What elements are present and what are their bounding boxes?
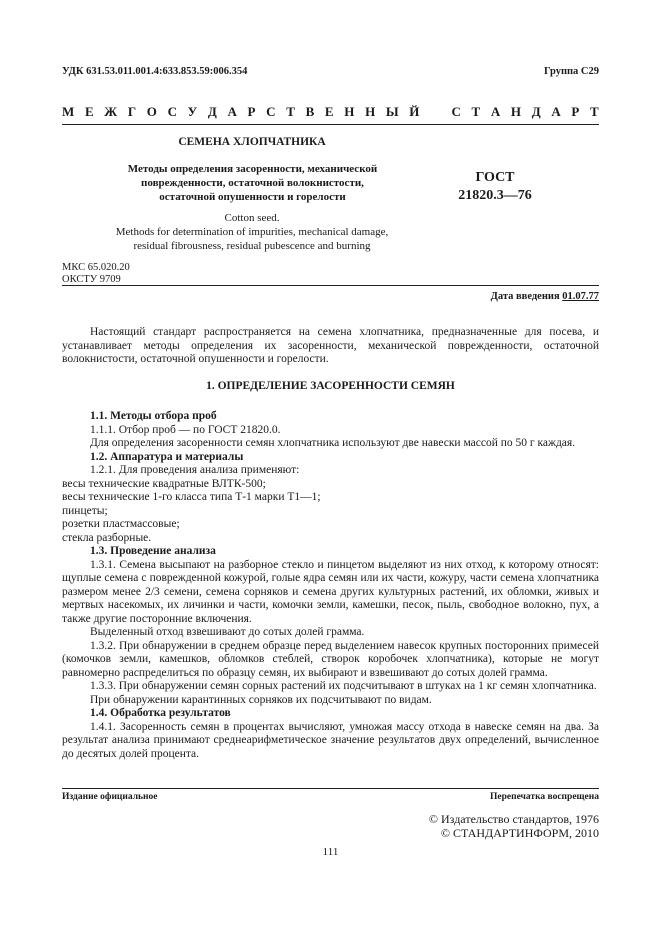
paragraph: 1.3.3. При обнаружении семян сорных растений их подсчитывают в штуках на 1 кг семян хлопчатника. [90, 680, 597, 692]
banner-rule [62, 124, 599, 125]
section-1-body [62, 410, 599, 761]
paragraph: При обнаружении карантинных сорняков их подсчитывают по видам. [90, 693, 432, 706]
banner-letter: Д [531, 104, 541, 119]
banner-letter: Д [207, 104, 217, 119]
banner-letter: Й [409, 104, 420, 119]
banner-letter: М [62, 104, 75, 119]
subsection-heading: 1.1. Методы отбора проб [90, 410, 217, 422]
banner-letter: В [305, 104, 315, 119]
introduction-date [491, 291, 599, 302]
banner-letter: Н [344, 104, 355, 119]
banner-letter: С [451, 104, 461, 119]
paragraph: Выделенный отход взвешивают до сотых долей грамма. [90, 626, 365, 638]
banner-letter: Т [590, 104, 599, 119]
paragraph: 1.3.1. Семена высыпают на разборное стекло и пинцетом выделяют из них отход, к которому относят: щуплые семена с поврежденной кожурой, голые ядра семян или их части, кожуру, части семена хлопчатника размером менее 2/3 семени, семена сорняков и семена других культурных растений, их обломки, живых и мертвых насекомых, их личинки и части, комочки земли, камешки, песок, пыль, свободное волокно, пух, а также другие посторонние включения. [62, 558, 599, 625]
banner-letter: О [146, 104, 157, 119]
banner-letter: А [490, 104, 501, 119]
classification-codes [62, 262, 130, 286]
paragraph: 1.4.1. Засоренность семян в процентах вычисляют, умножая массу отхода в навеске семян на два. За результат анализа принимают среднеарифметическое значение результатов двух определений, вычисленное до десятых долей процента. [62, 720, 599, 760]
section-1-title: 1. ОПРЕДЕЛЕНИЕ ЗАСОРЕННОСТИ СЕМЯН [206, 380, 455, 392]
paragraph: 1.3.2. При обнаружении в среднем образце перед выделением навесок крупных посторонних примесей (комочков земли, камешков, обломков стеблей, створок коробочек хлопчатника), которые не могут равномерно распределиться по образцу семян, их выбирают и взвешивают до сотых долей грамма. [62, 639, 599, 679]
paragraph: Для определения засоренности семян хлопчатника используют две навески массой по 50 г каждая. [90, 437, 576, 449]
page-number: 111 [322, 846, 339, 858]
banner-letter: Е [324, 104, 334, 119]
footer-rule [62, 788, 599, 789]
equipment-item: пинцеты; [62, 504, 108, 517]
subtitle-line: Методы определения засоренности, механической [127, 163, 378, 175]
banner-letter: Е [84, 104, 94, 119]
banner-letter: Н [510, 104, 522, 119]
copyright-block [429, 812, 599, 840]
banner-letter: Р [247, 104, 256, 119]
banner-letter: С [167, 104, 177, 119]
reprint-prohibited-note: Перепечатка воспрещена [489, 792, 599, 802]
gost-code: 21820.3—76 [458, 188, 532, 203]
banner-letter: У [187, 104, 198, 119]
interstate-standard-banner [62, 104, 599, 120]
equipment-item: весы технические квадратные ВЛТК-500; [62, 477, 266, 490]
intro-text: Настоящий стандарт распространяется на семена хлопчатника, предназначенные для посева, и устанавливает методы определения их засоренности, механической поврежденности, остаточной волокнистости, остаточной опушенности и горелости. [62, 326, 599, 365]
copyright-line: © СТАНДАРТИНФОРМ, 2010 [440, 826, 599, 840]
banner-letter: Н [365, 104, 376, 119]
equipment-item: розетки пластмассовые; [62, 518, 180, 530]
intro-date-value: 01.07.77 [562, 291, 599, 302]
intro-date-label: Дата введения [490, 291, 560, 302]
subsection-heading: 1.4. Обработка результатов [90, 707, 231, 719]
banner-letter: Т [286, 104, 295, 119]
banner-letter: Ж [104, 104, 118, 119]
group-code: Группа С29 [543, 66, 599, 77]
english-title [62, 211, 442, 253]
subsection-heading: 1.2. Аппаратура и материалы [90, 450, 244, 463]
equipment-item: весы технические 1-го класса типа Т-1 марки Т1—1; [62, 491, 321, 503]
document-subtitle [80, 162, 425, 204]
banner-letter: Т [471, 104, 481, 119]
banner-letter: Р [571, 104, 580, 119]
subtitle-line: поврежденности, остаточной волокнистости, [141, 177, 364, 189]
paragraph: 1.1.1. Отбор проб — по ГОСТ 21820.0. [90, 423, 281, 436]
banner-letter: А [227, 104, 237, 119]
paragraph: 1.2.1. Для проведения анализа применяют: [90, 464, 300, 476]
subtitle-line: остаточной опушенности и горелости [159, 191, 346, 203]
okstu-code: ОКСТУ 9709 [62, 274, 121, 285]
document-title: СЕМЕНА ХЛОПЧАТНИКА [178, 136, 326, 148]
intro-paragraph [62, 326, 599, 367]
banner-letter: Ы [385, 104, 399, 119]
banner-letter: С [266, 104, 276, 119]
equipment-item: стекла разборные. [62, 531, 152, 544]
copyright-line: © Издательство стандартов, 1976 [428, 812, 599, 826]
english-line: Methods for determination of impurities, mechanical damage, [115, 226, 389, 238]
udk-code: УДК 631.53.011.001.4:633.853.59:006.354 [62, 66, 248, 77]
english-line: residual fibrousness, residual pubescence and burning [133, 240, 371, 252]
gost-number [455, 169, 535, 205]
subsection-heading: 1.3. Проведение анализа [90, 545, 216, 557]
english-line: Cotton seed. [224, 212, 280, 224]
banner-letter: А [551, 104, 561, 119]
banner-letter: Г [127, 104, 137, 119]
gost-label: ГОСТ [475, 170, 515, 185]
header-rule [62, 285, 599, 286]
official-edition-note: Издание официальное [62, 792, 158, 802]
mks-code: МКС 65.020.20 [62, 262, 130, 273]
